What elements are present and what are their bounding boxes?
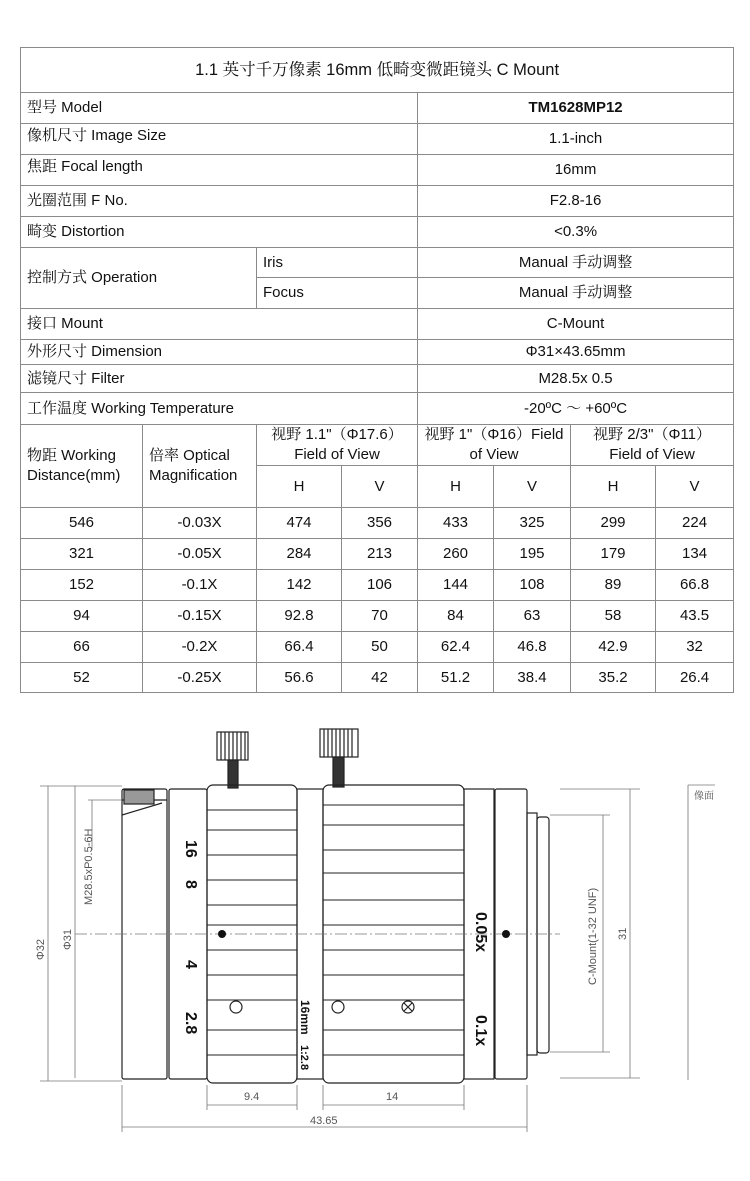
table-cell: 92.8 (257, 601, 342, 632)
spec-value: 1.1-inch (418, 124, 734, 155)
table-row (21, 570, 734, 601)
table-row (21, 539, 734, 570)
spec-value: 16mm (418, 155, 734, 186)
spec-value: F2.8-16 (418, 186, 734, 217)
focus-label: Focus (257, 278, 418, 309)
index-dot-icon (502, 930, 510, 938)
filter-thread-label: M28.5xP0.5-6H (83, 828, 95, 905)
dim-iris-label: 9.4 (244, 1091, 260, 1103)
table-cell: 43.5 (656, 601, 734, 632)
v-header: V (656, 466, 734, 508)
focus-value: Manual 手动调整 (418, 278, 734, 309)
iris-value: Manual 手动调整 (418, 248, 734, 278)
table-cell: 66 (21, 632, 143, 663)
spec-table (20, 47, 734, 693)
fov-group-header: 视野 1.1"（Φ17.6） Field of View (257, 425, 418, 466)
index-dot-icon (218, 930, 226, 938)
table-cell: 195 (494, 539, 571, 570)
table-cell: 213 (342, 539, 418, 570)
spec-value: M28.5x 0.5 (418, 365, 734, 393)
iris-lock-knob-icon (217, 732, 248, 788)
iris-scale-16: 16 (182, 840, 199, 858)
spec-label: 畸变 Distortion (21, 217, 418, 248)
fno-mark: 1:2.8 (298, 1045, 310, 1071)
table-cell: 70 (342, 601, 418, 632)
table-cell: 35.2 (571, 663, 656, 693)
table-row (21, 508, 734, 539)
image-plane-label: 像面 (694, 791, 714, 802)
h-header: H (571, 466, 656, 508)
table-cell: 433 (418, 508, 494, 539)
h-header: H (257, 466, 342, 508)
iris-scale-4: 4 (182, 960, 199, 969)
spec-value: C-Mount (418, 309, 734, 340)
mag-mark: 0.1x (472, 1015, 489, 1047)
table-cell: 144 (418, 570, 494, 601)
table-cell: 58 (571, 601, 656, 632)
fov-group-header: 视野 1"（Φ16）Field of View (418, 425, 571, 466)
table-cell: -0.2X (143, 632, 257, 663)
spec-label: 工作温度 Working Temperature (21, 393, 418, 425)
phi32-label: Φ32 (35, 938, 47, 960)
table-cell: 106 (342, 570, 418, 601)
spec-value: TM1628MP12 (418, 93, 734, 124)
table-cell: 38.4 (494, 663, 571, 693)
table-cell: 224 (656, 508, 734, 539)
spec-value: Φ31×43.65mm (418, 340, 734, 365)
operation-label: 控制方式 Operation (21, 248, 257, 309)
table-cell: -0.15X (143, 601, 257, 632)
v-header: V (494, 466, 571, 508)
phi31-label: Φ31 (62, 928, 74, 950)
table-cell: 94 (21, 601, 143, 632)
spec-label: 滤镜尺寸 Filter (21, 365, 418, 393)
table-cell: -0.1X (143, 570, 257, 601)
iris-scale-8: 8 (182, 880, 199, 889)
table-cell: -0.25X (143, 663, 257, 693)
table-cell: 134 (656, 539, 734, 570)
table-cell: 142 (257, 570, 342, 601)
table-row (21, 632, 734, 663)
dim-total-label: 43.65 (310, 1115, 338, 1127)
table-cell: 152 (21, 570, 143, 601)
table-cell: 32 (656, 632, 734, 663)
table-cell: 321 (21, 539, 143, 570)
table-cell: -0.03X (143, 508, 257, 539)
table-cell: 89 (571, 570, 656, 601)
lens-drawing (0, 700, 750, 1181)
spec-label: 像机尺寸 Image Size (21, 124, 418, 155)
mount-label: C-Mount(1-32 UNF) (587, 887, 599, 985)
spec-label: 接口 Mount (21, 309, 418, 340)
table-cell: 26.4 (656, 663, 734, 693)
mag-mark: 0.05x (472, 912, 489, 953)
dim-focus-label: 14 (386, 1091, 399, 1103)
table-cell: 284 (257, 539, 342, 570)
table-cell: 51.2 (418, 663, 494, 693)
table-cell: 56.6 (257, 663, 342, 693)
table-cell: 52 (21, 663, 143, 693)
table-row (21, 601, 734, 632)
table-cell: 42.9 (571, 632, 656, 663)
table-cell: 66.8 (656, 570, 734, 601)
table-cell: 50 (342, 632, 418, 663)
height-dim-label: 31 (617, 927, 629, 940)
v-header: V (342, 466, 418, 508)
col-magnification-header: 倍率 Optical Magnification (143, 425, 257, 508)
table-cell: 179 (571, 539, 656, 570)
col-distance-header: 物距 Working Distance(mm) (21, 425, 143, 508)
spec-value: <0.3% (418, 217, 734, 248)
table-cell: 46.8 (494, 632, 571, 663)
iris-scale-2.8: 2.8 (182, 1012, 199, 1035)
focal-mark: 16mm (298, 1000, 312, 1035)
table-cell: 356 (342, 508, 418, 539)
spec-value: -20ºC ～ +60ºC (418, 393, 734, 425)
table-cell: 66.4 (257, 632, 342, 663)
table-cell: 260 (418, 539, 494, 570)
table-cell: 108 (494, 570, 571, 601)
table-cell: 63 (494, 601, 571, 632)
table-cell: 325 (494, 508, 571, 539)
table-cell: 546 (21, 508, 143, 539)
table-title: 1.1 英寸千万像素 16mm 低畸变微距镜头 C Mount (21, 48, 734, 93)
iris-label: Iris (257, 248, 418, 278)
focus-lock-knob-icon (320, 729, 358, 787)
spec-label: 型号 Model (21, 93, 418, 124)
spec-label: 焦距 Focal length (21, 155, 418, 186)
spec-label: 外形尺寸 Dimension (21, 340, 418, 365)
table-cell: 474 (257, 508, 342, 539)
table-cell: 84 (418, 601, 494, 632)
table-cell: 62.4 (418, 632, 494, 663)
table-row (21, 663, 734, 693)
table-cell: 299 (571, 508, 656, 539)
table-cell: -0.05X (143, 539, 257, 570)
table-cell: 42 (342, 663, 418, 693)
h-header: H (418, 466, 494, 508)
spec-label: 光圈范围 F No. (21, 186, 418, 217)
fov-group-header: 视野 2/3"（Φ11）Field of View (571, 425, 734, 466)
